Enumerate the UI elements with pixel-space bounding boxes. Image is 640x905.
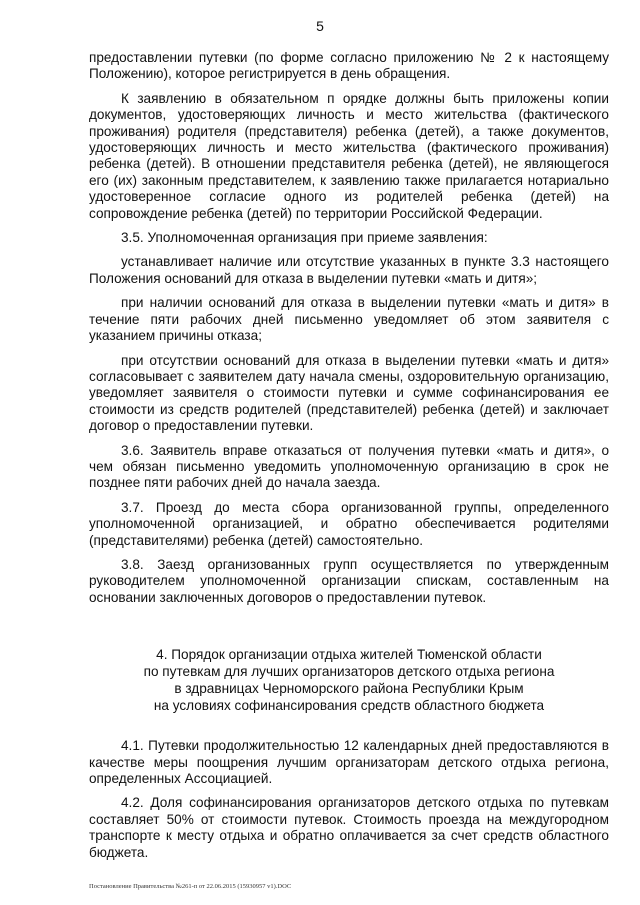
section-4-heading: [89, 646, 609, 714]
paragraph-4-1: 4.1. Путевки продолжительностью 12 календарных дней предоставляются в качестве меры поощрения лучшим организаторам детского отдыха региона, определенных Ассоциацией.: [89, 738, 609, 786]
paragraph-4-2: 4.2. Доля софинансирования организаторов детского отдыха по путевкам составляет 50% от стоимости путевок. Стоимость проезда на междугородном транспорте к месту отдыха и обратно оплачивается за счет средств областного бюджета.: [89, 795, 609, 860]
heading-line: по путевкам для лучших организаторов детского отдыха региона: [143, 664, 555, 680]
paragraph-3-5: 3.5. Уполномоченная организация при приеме заявления:: [121, 230, 488, 246]
page-number: 5: [316, 18, 324, 34]
paragraph-3-5-item-3: при отсутствии оснований для отказа в выделении путевки «мать и дитя» согласовывает с заявителем дату начала смены, оздоровительную организацию, уведомляет заявителя о стоимости путевки и сумме софинансирования ее стоимости из средств родителей (представителей) ребенка (детей) и заключает договор о предоставлении путевки.: [89, 352, 609, 434]
heading-line: на условиях софинансирования средств областного бюджета: [153, 698, 545, 714]
paragraph-3-5-item-2: при наличии оснований для отказа в выделении путевки «мать и дитя» в течение пяти рабочих дней письменно уведомляет об этом заявителя с указанием причины отказа;: [89, 295, 609, 344]
heading-line: 4. Порядок организации отдыха жителей Тюменской области: [156, 647, 542, 663]
heading-line: в здравницах Черноморского района Республики Крым: [174, 681, 524, 697]
document-body: [89, 50, 609, 869]
paragraph-3-7: 3.7. Проезд до места сбора организованной группы, определенного уполномоченной организацией, и обратно обеспечивается родителями (представителями) ребенка (детей) самостоятельно.: [89, 499, 609, 548]
paragraph-3-5-item-1: устанавливает наличие или отсутствие указанных в пункте 3.3 настоящего Положения оснований для отказа в выделении путевки «мать и дитя»;: [89, 254, 609, 286]
paragraph-documents: К заявлению в обязательном п орядке должны быть приложены копии документов, удостоверяющих личность и место жительства (фактического проживания) родителя (представителя) ребенка (детей), а также документов, удостоверяющих личность и место жительства (фактического проживания) ребенка (детей). В отношении представителя ребенка (детей), не являющегося его (их) законным представителем, к заявлению также прилагается нотариально удостоверенное согласие одного из родителей ребенка (детей) на сопровождение ребенка (детей) по территории Российской Федерации.: [89, 90, 609, 221]
footer-file-reference: Постановление Правительства №261-п от 22.06.2015 (15930957 v1).DOC: [89, 883, 292, 890]
paragraph-3-8: 3.8. Заезд организованных групп осуществляется по утвержденным руководителем уполномоченной организации спискам, составленным на основании заключенных договоров о предоставлении путевок.: [89, 556, 609, 605]
paragraph-continuation: предоставлении путевки (по форме согласно приложению № 2 к настоящему Положению), которое регистрируется в день обращения.: [89, 50, 609, 82]
paragraph-3-6: 3.6. Заявитель вправе отказаться от получения путевки «мать и дитя», о чем обязан письменно уведомить уполномоченную организацию в срок не позднее пяти рабочих дней до начала заезда.: [89, 442, 609, 491]
